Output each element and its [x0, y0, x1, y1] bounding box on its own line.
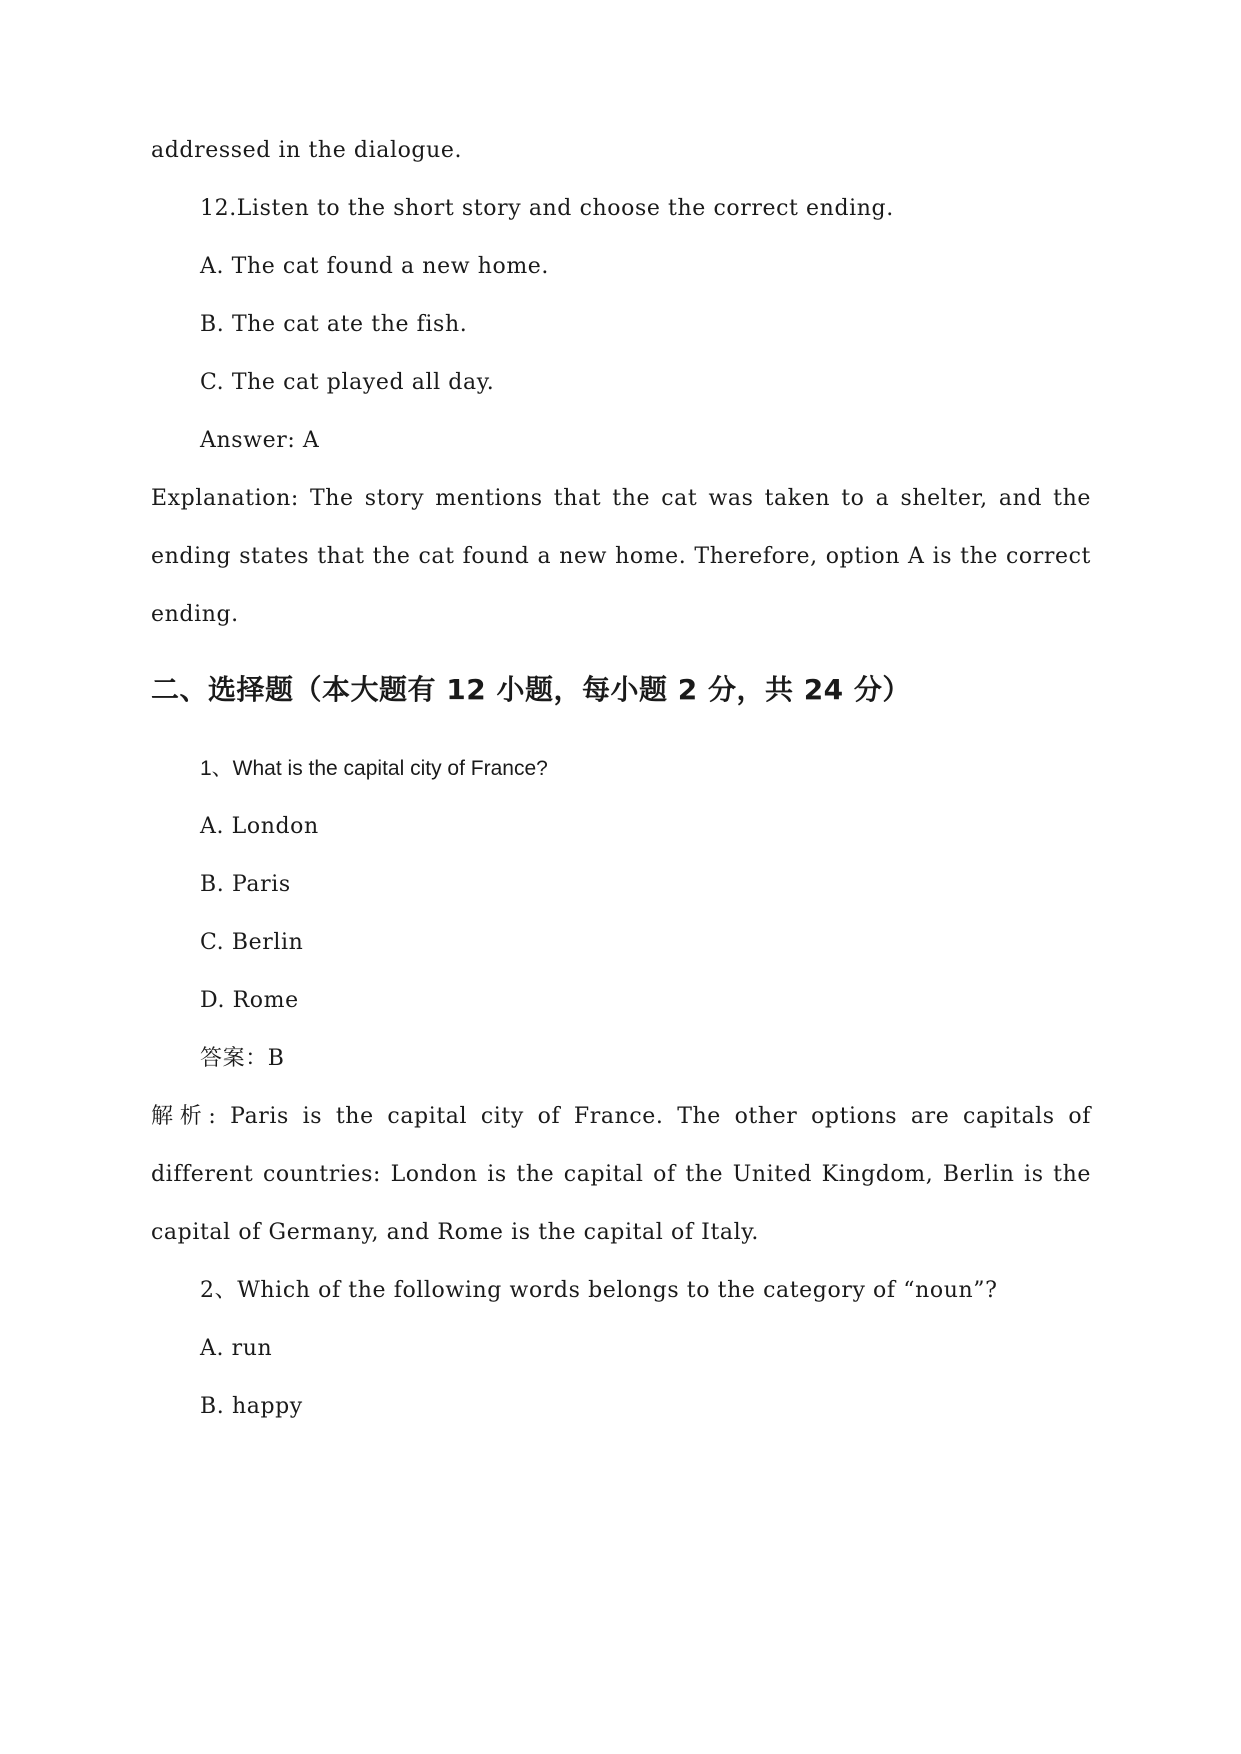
question-2: 2、Which of the following words belongs to the category of “noun”? — [200, 1278, 998, 1303]
q12-option-a: A. The cat found a new home. — [200, 254, 550, 279]
section-heading: 二、选择题（本大题有 12 小题，每小题 2 分，共 24 分） — [151, 673, 911, 706]
q1-option-d: D. Rome — [200, 988, 299, 1013]
q12-option-b: B. The cat ate the fish. — [200, 312, 468, 337]
q12-option-c: C. The cat played all day. — [200, 370, 495, 395]
q12-answer: Answer: A — [200, 428, 320, 453]
q1-option-c: C. Berlin — [200, 930, 304, 955]
q12-explanation-text: Explanation: The story mentions that the cat was taken to a shelter, and the — [151, 486, 1091, 511]
q1-answer: 答案：B — [200, 1046, 285, 1071]
text-fragment: addressed in the dialogue. — [151, 138, 463, 163]
q1-explanation-line — [151, 1102, 1091, 1132]
q12-explanation-line — [151, 484, 1091, 514]
q1-explanation-line — [151, 1160, 1091, 1190]
q1-option-b: B. Paris — [200, 872, 291, 897]
q1-option-a: A. London — [200, 814, 319, 839]
q1-explanation-line: capital of Germany, and Rome is the capital of Italy. — [151, 1220, 759, 1245]
q1-explanation-text: different countries: London is the capital of the United Kingdom, Berlin is the — [151, 1162, 1091, 1187]
q12-explanation-text: ending states that the cat found a new home. Therefore, option A is the correct — [151, 544, 1091, 569]
q1-explanation-text: 解析: Paris is the capital city of France. The other options are capitals of — [151, 1104, 1091, 1129]
q2-option-b: B. happy — [200, 1394, 303, 1419]
q12-explanation-line: ending. — [151, 602, 239, 627]
question-12: 12.Listen to the short story and choose the correct ending. — [200, 196, 894, 221]
q2-option-a: A. run — [200, 1336, 273, 1361]
question-1: 1、What is the capital city of France? — [200, 757, 548, 780]
q12-explanation-line — [151, 542, 1091, 572]
